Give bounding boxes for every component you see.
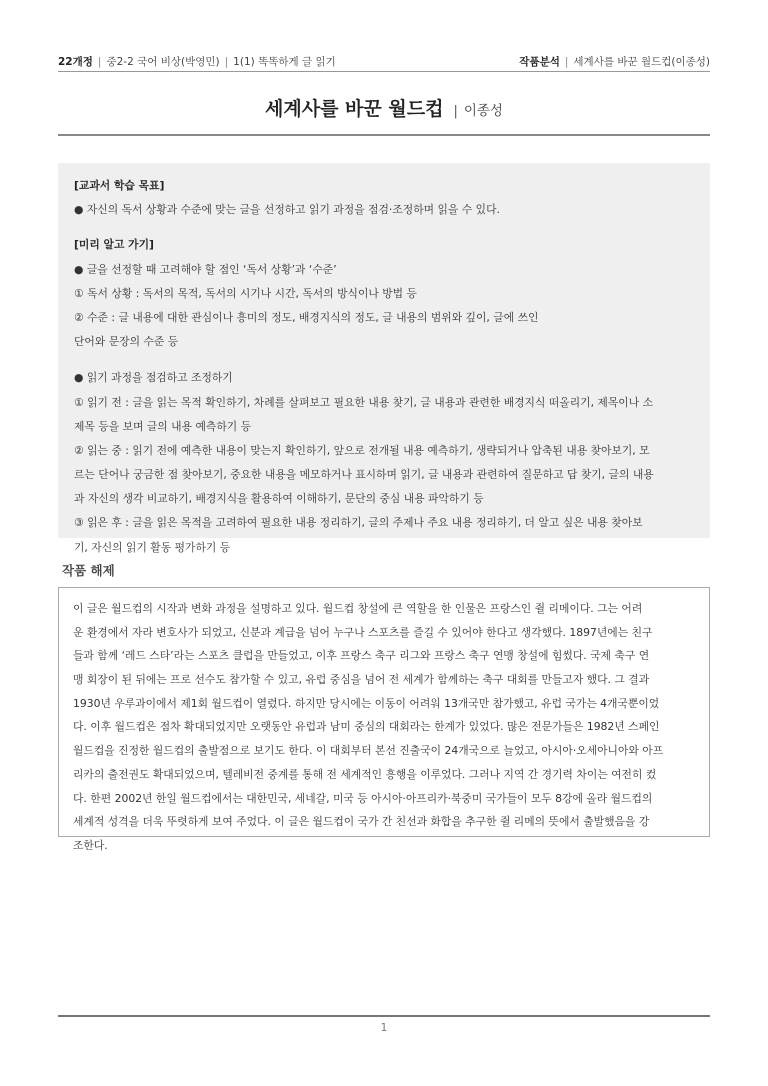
header-textbook: 중2-2 국어 비상(박영민)	[106, 56, 220, 68]
analysis-line: 1930년 우루과이에서 제1회 월드컵이 열렸다. 하지만 당시에는 이동이 어려워 13개국만 참가했고, 유럽 국가는 4개국뿐이었	[73, 696, 660, 710]
process-line: ① 읽기 전 : 글을 읽는 목적 확인하기, 차례를 살펴보고 필요한 내용 찾기, 글 내용과 관련한 배경지식 떠올리기, 제목이나 소	[74, 395, 654, 409]
select-line: ② 수준 : 글 내용에 대한 관심이나 흥미의 정도, 배경지식의 정도, 글 내용의 범위와 깊이, 글에 쓰인	[74, 310, 539, 324]
process-line: ③ 읽은 후 : 글을 읽은 목적을 고려하여 필요한 내용 정리하기, 글의 주제나 주요 내용 정리하기, 더 알고 싶은 내용 찾아보	[74, 516, 643, 530]
header-right: 작품분석 | 세계사를 바꾼 월드컵(이종성)	[519, 56, 710, 68]
objectives-heading: [교과서 학습 목표]	[74, 179, 165, 192]
header-curriculum: 22개정	[58, 56, 93, 68]
analysis-line: 다. 이후 월드컵은 점차 확대되었지만 오랫동안 유럽과 남미 중심의 대회라는 한계가 있었다. 많은 전문가들은 1982년 스페인	[73, 720, 660, 734]
analysis-line: 들과 함께 ‘레드 스타’라는 스포츠 클럽을 만들었고, 이후 프랑스 축구 리그와 프랑스 축구 연맹 창설에 힘썼다. 국제 축구 연	[73, 649, 650, 663]
footer-divider	[58, 1015, 710, 1017]
header-unit: 1(1) 똑똑하게 글 읽기	[233, 56, 336, 68]
preview-heading: [미리 알고 가기]	[74, 238, 154, 252]
title-divider	[58, 134, 710, 136]
process-line: 르는 단어나 궁금한 점 찾아보기, 중요한 내용을 메모하거나 표시하며 읽기, 글 내용과 관련하여 질문하고 답 찾기, 글의 내용	[74, 468, 654, 482]
section-title: 작품 해제	[62, 563, 115, 578]
header-category: 작품분석	[519, 56, 560, 68]
process-line: 제목 등을 보며 글의 내용 예측하기 등	[74, 419, 252, 433]
process-heading: ● 읽기 과정을 점검하고 조정하기	[74, 371, 233, 385]
objectives-box	[58, 163, 710, 554]
process-line: 기, 자신의 읽기 활동 평가하기 등	[74, 540, 231, 554]
page-number: 1	[380, 1022, 388, 1034]
header-work: 세계사를 바꾼 월드컵(이종성)	[573, 56, 710, 68]
page-title: 세계사를 바꾼 월드컵	[265, 98, 444, 120]
title-block: 세계사를 바꾼 월드컵 | 이종성	[265, 98, 503, 120]
analysis-line: 세계적 성격을 더욱 뚜렷하게 보여 주었다. 이 글은 월드컵이 국가 간 친선과 화합을 추구한 쥘 리메의 뜻에서 출발했음을 강	[73, 815, 650, 829]
analysis-line: 조한다.	[73, 838, 108, 852]
analysis-line: 리카의 출전권도 확대되었으며, 텔레비전 중계를 통해 전 세계적인 흥행을 이루었다. 그러나 지역 간 경기력 차이는 여전히 컸	[73, 767, 657, 781]
objective-goal: ● 자신의 독서 상황과 수준에 맞는 글을 선정하고 읽기 과정을 점검·조정하며 읽을 수 있다.	[74, 203, 500, 217]
analysis-line: 다. 한편 2002년 한일 월드컵에서는 대한민국, 세네갈, 미국 등 아시아·아프리카·북중미 국가들이 모두 8강에 올라 월드컵의	[73, 791, 653, 805]
process-line: ② 읽는 중 : 읽기 전에 예측한 내용이 맞는지 확인하기, 앞으로 전개될 내용 예측하기, 생략되거나 압축된 내용 찾아보기, 모	[74, 443, 650, 457]
author-name: 이종성	[463, 103, 503, 119]
page-header	[58, 50, 710, 72]
process-line: 과 자신의 생각 비교하기, 배경지식을 활용하여 이해하기, 문단의 중심 내용 파악하기 등	[74, 492, 484, 506]
select-line: 단어와 문장의 수준 등	[74, 335, 179, 349]
select-line: ① 독서 상황 : 독서의 목적, 독서의 시기나 시간, 독서의 방식이나 방법 등	[74, 286, 417, 300]
select-heading: ● 글을 선정할 때 고려해야 할 점인 ‘독서 상황’과 ‘수준’	[74, 262, 337, 276]
header-divider	[58, 71, 710, 72]
analysis-line: 운 환경에서 자라 변호사가 되었고, 신분과 계급을 넘어 누구나 스포츠를 즐길 수 있어야 한다고 생각했다. 1897년에는 친구	[73, 625, 653, 639]
analysis-line: 맹 회장이 된 뒤에는 프로 선수도 참가할 수 있고, 유럽 중심을 넘어 전 세계가 함께하는 축구 대회를 만들고자 했다. 그 결과	[73, 673, 650, 687]
analysis-box	[58, 587, 710, 852]
header-left: 22개정 | 중2-2 국어 비상(박영민) | 1(1) 똑똑하게 글 읽기	[58, 56, 336, 68]
analysis-line: 월드컵을 진정한 월드컵의 출발점으로 보기도 한다. 이 대회부터 본선 진출국이 24개국으로 늘었고, 아시아·오세아니아와 아프	[73, 744, 664, 758]
analysis-line: 이 글은 월드컵의 시작과 변화 과정을 설명하고 있다. 월드컵 창설에 큰 역할을 한 인물은 프랑스인 쥘 리메이다. 그는 어려	[73, 602, 643, 615]
